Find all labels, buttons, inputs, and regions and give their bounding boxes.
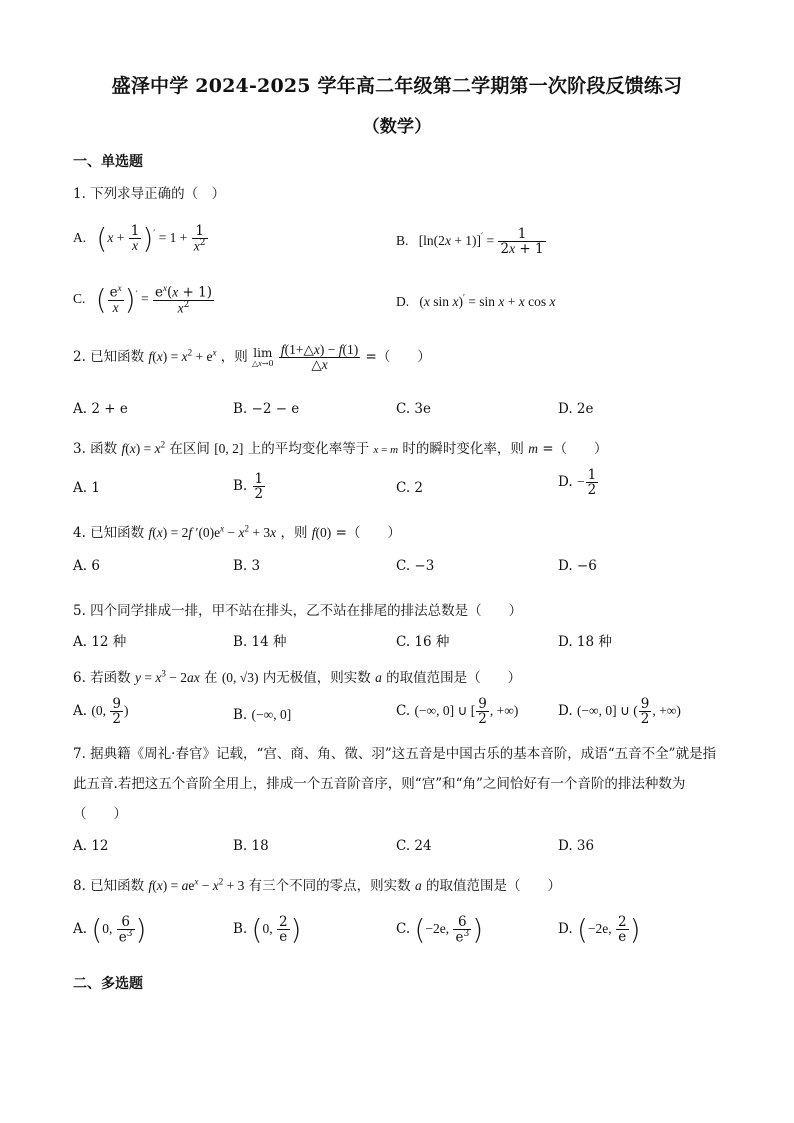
stem-text: 上的平均变化率等于 xyxy=(247,441,370,457)
question-5-stem: 5. 四个同学排成一排，甲不站在排头，乙不站在排尾的排法总数是（ ） xyxy=(73,603,523,619)
option-letter: D. xyxy=(558,703,573,720)
option-letter: B. xyxy=(396,233,409,249)
stem-text: ，则 xyxy=(220,349,248,366)
exam-title: 盛泽中学 2024-2025 学年高二年级第二学期第一次阶段反馈练习 xyxy=(111,75,683,97)
q8-option-d: D. (−2e, $\frac{2}{e}$ ) xyxy=(558,913,641,946)
q4-option-a: A. 6 xyxy=(73,558,100,574)
q6-option-a: A. (0, $\frac{9}{2}$ ) xyxy=(73,696,129,728)
q4-option-c: C. −3 xyxy=(396,558,435,574)
stem-text: 的取值范围是（ ） xyxy=(386,670,522,686)
option-letter: C. xyxy=(396,921,411,937)
stem-text: 在区间 xyxy=(169,441,210,457)
q3-option-c: C. 2 xyxy=(396,480,424,496)
option-letter: D. xyxy=(558,474,573,491)
stem-text: 内无极值，则实数 xyxy=(262,670,371,686)
stem-text: 在 xyxy=(204,670,218,686)
q2-option-a: A. 2 + e xyxy=(73,401,128,417)
q5-option-a: A. 12 种 xyxy=(73,634,127,650)
question-4-stem: 4. 已知函数 f(x) = 2f $'(0)e^x - x^2 + 3x$ ，则 f(0) =（ ） xyxy=(73,523,401,541)
q1-option-d: D. (x sin x)′ = sin x + x cos x xyxy=(396,292,556,309)
stem-text: =（ ） xyxy=(542,441,608,457)
stem-text: 4. 已知函数 xyxy=(73,525,145,541)
q2-option-b: B. −2 − e xyxy=(233,401,300,417)
q1-option-b: B. [ln(2x + 1)]′ = $\frac{1}{2x + 1}$ xyxy=(396,226,544,258)
question-7-stem: 7. 据典籍《周礼·春官》记载，“宫、商、角、徵、羽”这五音是中国古乐的基本音阶，成语“五音不全”就是指此五音.若把这五个音阶全用上，排成一个五音阶音序，则“宫”和“角”之间恰好有一个音阶的排法种数为（ ） xyxy=(73,746,717,822)
option-letter: C. xyxy=(73,291,86,306)
option-letter: B. xyxy=(233,707,248,723)
q2-option-c: C. 3e xyxy=(396,401,432,417)
q4-option-b: B. 3 xyxy=(233,558,261,574)
question-1-stem: 1. 下列求导正确的（ ） xyxy=(73,186,226,202)
stem-text: 3. 函数 xyxy=(73,441,118,457)
option-letter: B. xyxy=(233,478,248,495)
q8-option-b: B. (0, $\frac{2}{e}$ ) xyxy=(233,913,302,946)
q6-option-b: B. (−∞, 0] xyxy=(233,707,292,723)
section-heading-single-choice: 一、单选题 xyxy=(73,154,143,170)
q3-option-b: B. $\frac{1}{2}$ xyxy=(233,471,264,503)
option-letter: D. xyxy=(558,921,573,937)
stem-text: =（ ） xyxy=(365,349,431,366)
stem-text: 6. 若函数 xyxy=(73,670,131,686)
q7-option-d: D. 36 xyxy=(558,838,595,854)
stem-text: 的取值范围是（ ） xyxy=(425,878,561,894)
question-2-stem: 2. 已知函数 $f(x) = x^2 + e^x$ ，则 lim △x→0 $\frac{f(1+\triangle x) - f(1)}{\triangle x}$ =（ ） xyxy=(73,342,431,374)
option-letter: C. xyxy=(396,703,411,720)
q8-option-a: A. (0, $\frac{6}{e^3}$ ) xyxy=(73,913,147,946)
q1-option-c: C. ( $\frac{e^x}{x}$ )′ = $\frac{e^x(x + 1)}{x^2}$ xyxy=(73,282,213,316)
option-letter: A. xyxy=(73,230,87,245)
question-3-stem: 3. 函数 $f(x) = x^2$ 在区间 [0, 2] 上的平均变化率等于 x = m 时的瞬时变化率，则 m =（ ） xyxy=(73,439,608,457)
q7-option-a: A. 12 xyxy=(73,838,109,854)
q1-option-a: A. (x + $\frac{1}{x}$ )′ = 1 + $\frac{1}{x^2}$ xyxy=(73,222,206,255)
option-letter: A. xyxy=(73,921,88,937)
q5-option-b: B. 14 种 xyxy=(233,634,287,650)
stem-text: =（ ） xyxy=(335,525,401,541)
q3-option-a: A. 1 xyxy=(73,480,100,496)
q3-option-d: D. − $\frac{1}{2}$ xyxy=(558,467,597,499)
question-8-stem: 8. 已知函数 $f(x) = ae^x - x^2 + 3$ 有三个不同的零点，则实数 a 的取值范围是（ ） xyxy=(73,876,561,894)
stem-text: 8. 已知函数 xyxy=(73,878,145,894)
section-heading-multi-choice: 二、多选题 xyxy=(73,976,143,992)
q4-option-d: D. −6 xyxy=(558,558,597,574)
q6-option-d: D. (−∞, 0] ∪ ( $\frac{9}{2}$ , +∞) xyxy=(558,696,681,728)
stem-text: 时的瞬时变化率，则 xyxy=(402,441,524,457)
stem-text: 有三个不同的零点，则实数 xyxy=(248,878,411,894)
q5-option-c: C. 16 种 xyxy=(396,634,450,650)
q5-option-d: D. 18 种 xyxy=(558,634,612,650)
option-letter: D. xyxy=(396,293,410,309)
q6-option-c: C. (−∞, 0] ∪ [ $\frac{9}{2}$ , +∞) xyxy=(396,696,519,728)
stem-text: 2. 已知函数 xyxy=(73,349,145,366)
q7-option-c: C. 24 xyxy=(396,838,432,854)
question-6-stem: 6. 若函数 $y = x^3 - 2ax$ 在 (0, √3) 内无极值，则实数 a 的取值范围是（ ） xyxy=(73,668,522,686)
q7-option-b: B. 18 xyxy=(233,838,269,854)
option-letter: B. xyxy=(233,921,248,937)
exam-subtitle: （数学） xyxy=(362,117,432,137)
option-letter: A. xyxy=(73,703,88,720)
q8-option-c: C. (−2e, $\frac{6}{e^3}$ ) xyxy=(396,913,484,946)
stem-text: ，则 xyxy=(280,525,308,541)
q2-option-d: D. 2e xyxy=(558,401,594,417)
